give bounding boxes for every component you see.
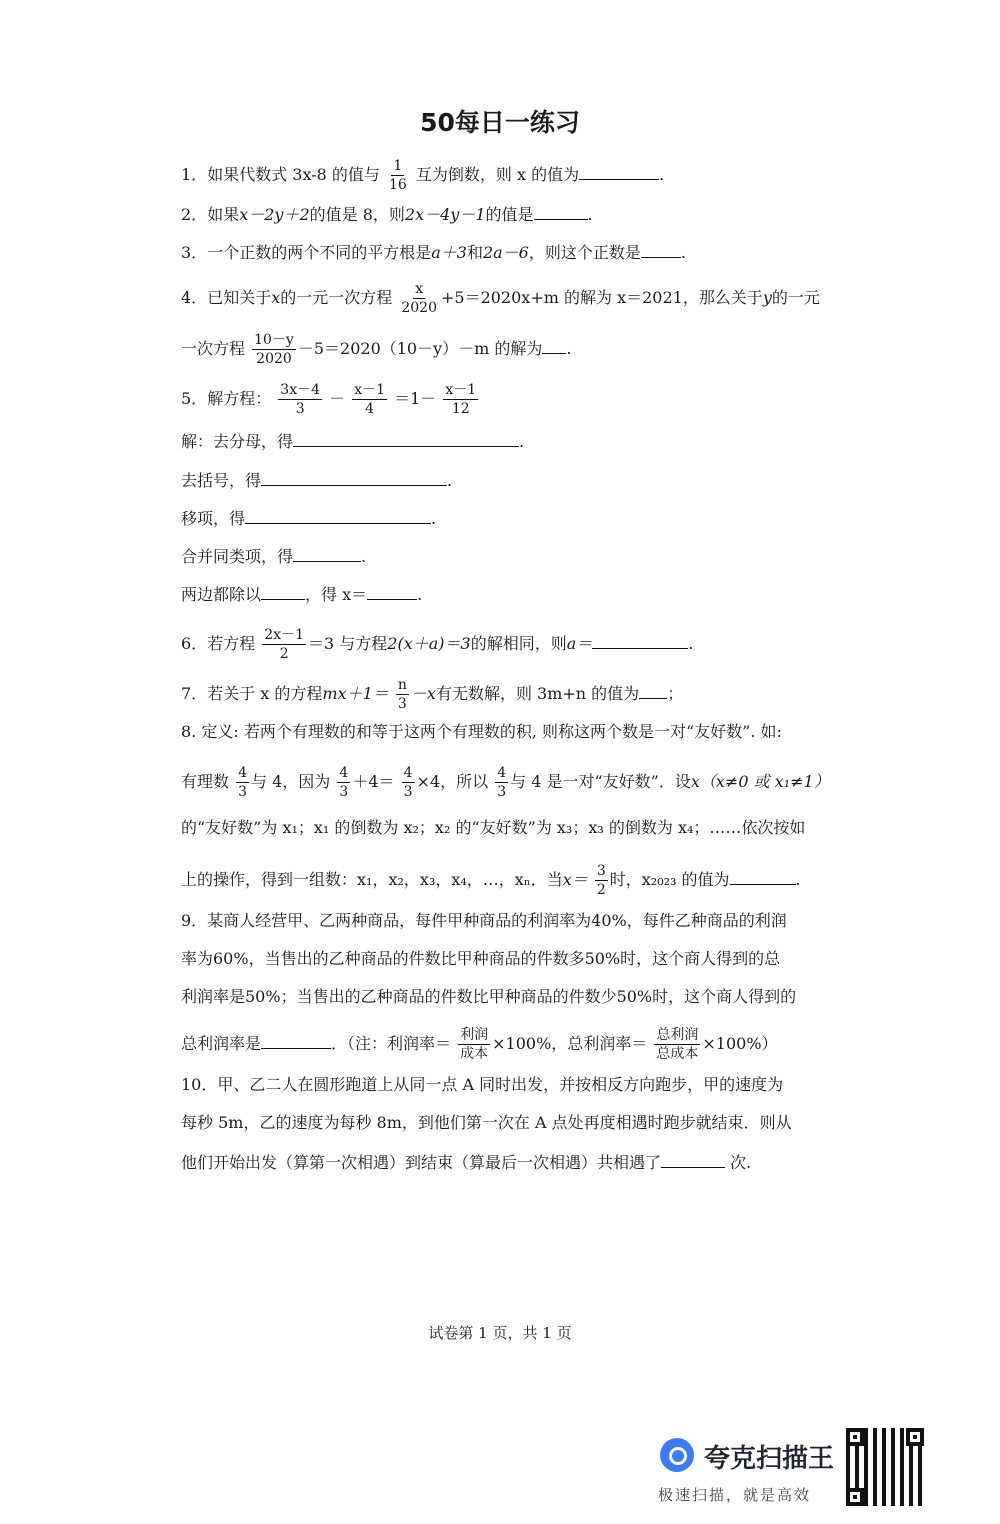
question-3: 3．一个正数的两个不同的平方根是a＋3和2a－6，则这个正数是 . <box>181 243 686 262</box>
answer-blank[interactable] <box>367 583 417 600</box>
answer-blank[interactable] <box>261 1032 331 1049</box>
question-4-line-2: 一次方程 $\frac{10-y}{2020}$ －5＝2020（10－y）－m 的解为 . <box>181 332 572 367</box>
fraction: $\frac{x-1}{4}$ <box>354 382 386 417</box>
question-2: 2．如果x－2y＋2的值是 8，则2x－4y－1的值是 . <box>181 205 593 224</box>
solution-step-3: 移项，得 . <box>181 509 437 528</box>
answer-blank[interactable] <box>639 682 667 699</box>
solution-step-2: 去括号，得 . <box>181 471 453 490</box>
scanner-logo-icon <box>660 1438 694 1472</box>
question-10-line-2: 每秒 5m，乙的速度为每秒 8m，到他们第一次在 A 点处再度相遇时跑步就结束．则从 <box>181 1113 792 1132</box>
fraction: $\frac{x}{2020}$ <box>401 281 437 316</box>
question-10-line-3: 他们开始出发（算第一次相遇）到结束（算最后一次相遇）共相遇了 次. <box>181 1153 752 1172</box>
answer-blank[interactable] <box>534 203 588 220</box>
fraction: $\frac{4}{3}$ <box>403 765 413 800</box>
answer-blank[interactable] <box>293 545 361 562</box>
fraction: $\frac{4}{3}$ <box>339 765 349 800</box>
answer-blank[interactable] <box>661 1151 725 1168</box>
fraction: $\frac{10-y}{2020}$ <box>254 332 294 367</box>
page-footer: 试卷第 1 页，共 1 页 <box>428 1324 572 1342</box>
fraction: $\frac{\text{利润}}{\text{成本}}$ <box>460 1027 489 1062</box>
scanner-watermark: 夸克扫描王 极速扫描，就是高效 <box>656 1428 846 1508</box>
fraction: $\frac{4}{3}$ <box>238 765 248 800</box>
question-9-line-2: 率为60%，当售出的乙种商品的件数比甲种商品的件数多50%时，这个商人得到的总 <box>181 949 781 968</box>
answer-blank[interactable] <box>641 241 681 258</box>
question-6: 6．若方程 $\frac{2x-1}{2}$ ＝3 与方程2(x＋a)＝3的解相同，则a＝ . <box>181 627 694 662</box>
fraction: $\frac{x-1}{12}$ <box>445 382 477 417</box>
qr-code-icon <box>846 1428 924 1506</box>
fraction: $\frac{n}{3}$ <box>397 677 407 712</box>
fraction: $\frac{3x-4}{3}$ <box>280 382 321 417</box>
answer-blank[interactable] <box>261 469 447 486</box>
answer-blank[interactable] <box>261 583 305 600</box>
answer-blank[interactable] <box>293 430 519 447</box>
question-8-line-1: 8. 定义: 若两个有理数的和等于这两个有理数的积, 则称这两个数是一对“友好数”. 如: <box>181 722 782 741</box>
solution-step-1: 解：去分母，得 . <box>181 432 525 451</box>
question-8-line-4: 上的操作，得到一组数：x₁，x₂，x₃，x₄，…，xₙ．当x＝ $\frac{3}{2}$ 时，x₂₀₂₃ 的值为 . <box>181 863 801 898</box>
question-9-line-1: 9．某商人经营甲、乙两种商品，每件甲种商品的利润率为40%，每件乙种商品的利润 <box>181 911 787 930</box>
question-9-line-4: 总利润率是 ．（注：利润率＝ $\frac{\text{利润}}{\text{成本}}$ ×100%，总利润率＝ $\frac{\text{总利润}}{\text{总成本}}$ ×100%） <box>181 1027 778 1062</box>
answer-blank[interactable] <box>245 507 431 524</box>
answer-blank[interactable] <box>730 868 796 885</box>
fraction: $\frac{2x-1}{2}$ <box>264 627 305 662</box>
question-5: 5．解方程： $\frac{3x-4}{3}$ － $\frac{x-1}{4}$ ＝1－ $\frac{x-1}{12}$ <box>181 382 477 417</box>
answer-blank[interactable] <box>579 163 659 180</box>
fraction: $\frac{\text{总利润}}{\text{总成本}}$ <box>656 1027 699 1062</box>
answer-blank[interactable] <box>542 337 566 354</box>
question-4-line-1: 4．已知关于x的一元一次方程 $\frac{x}{2020}$ +5＝2020x+m 的解为 x＝2021，那么关于y的一元 <box>181 281 820 316</box>
question-9-line-3: 利润率是50%；当售出的乙种商品的件数比甲种商品的件数少50%时，这个商人得到的 <box>181 987 797 1006</box>
fraction: $\frac{4}{3}$ <box>497 765 507 800</box>
fraction: $\frac{1}{16}$ <box>388 158 407 193</box>
question-7: 7．若关于 x 的方程mx＋1＝ $\frac{n}{3}$ －x有无数解，则 3m+n 的值为 ； <box>181 677 684 712</box>
page-title: 50每日一练习 <box>420 108 580 137</box>
question-8-line-3: 的“友好数”为 x₁；x₁ 的倒数为 x₂；x₂ 的“友好数”为 x₃；x₃ 的倒数为 x₄；……依次按如 <box>181 818 806 837</box>
question-8-line-2: 有理数 $\frac{4}{3}$ 与 4，因为 $\frac{4}{3}$ ＋4＝ $\frac{4}{3}$ ×4，所以 $\frac{4}{3}$ 与 4 是一对“友好数”．设x（x≠0 或 x₁≠1） <box>181 765 830 800</box>
question-1: 1．如果代数式 3x-8 的值与 $\frac{1}{16}$ 互为倒数，则 x 的值为 . <box>181 158 665 193</box>
fraction: $\frac{3}{2}$ <box>596 863 606 898</box>
solution-step-5: 两边都除以 ，得 x＝ . <box>181 585 423 604</box>
solution-step-4: 合并同类项，得 . <box>181 547 367 566</box>
question-10-line-1: 10．甲、乙二人在圆形跑道上从同一点 A 同时出发，并按相反方向跑步，甲的速度为 <box>181 1075 784 1094</box>
answer-blank[interactable] <box>592 632 688 649</box>
